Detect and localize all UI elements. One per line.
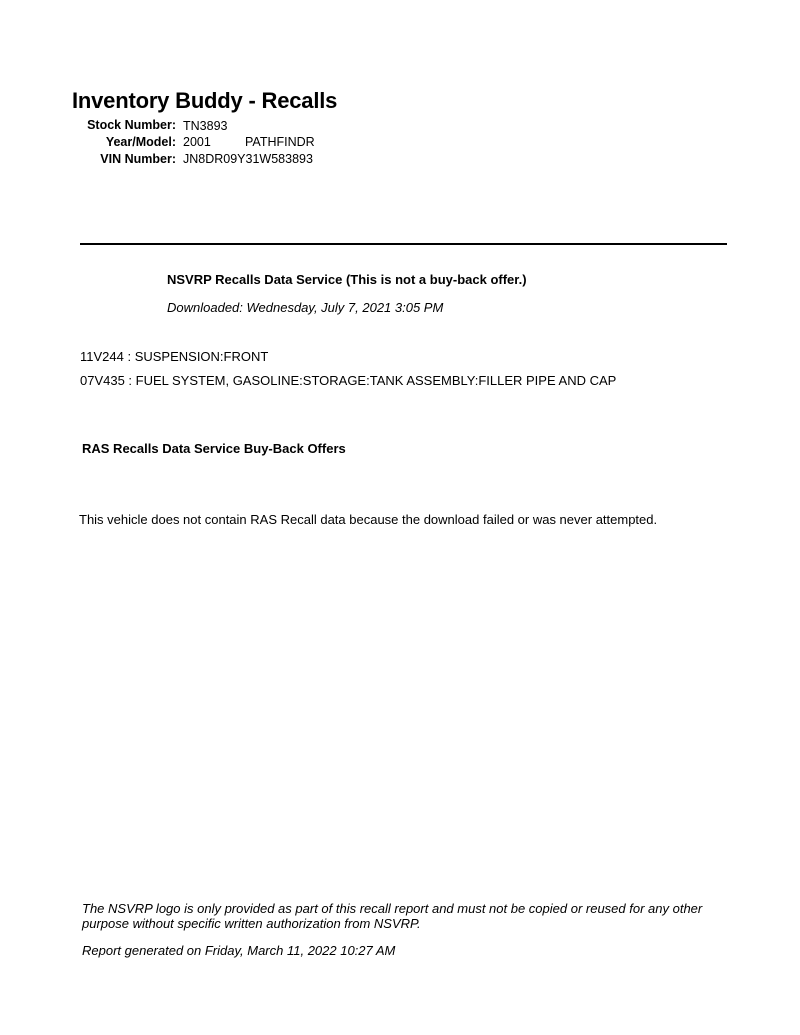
report-generated-timestamp: Report generated on Friday, March 11, 2022 10:27 AM: [82, 943, 396, 958]
model-value: PATHFINDR: [245, 135, 315, 149]
downloaded-timestamp: Downloaded: Wednesday, July 7, 2021 3:05 PM: [167, 300, 444, 315]
logo-disclaimer: The NSVRP logo is only provided as part of this recall report and must not be copied or reused for any other purpose without specific written authorization from NSVRP.: [82, 901, 703, 931]
ras-note: This vehicle does not contain RAS Recall data because the download failed or was never attempted.: [79, 512, 658, 527]
stock-number-label: Stock Number:: [87, 118, 176, 132]
year-value: 2001: [183, 135, 211, 149]
recall-item: 07V435 : FUEL SYSTEM, GASOLINE:STORAGE:TANK ASSEMBLY:FILLER PIPE AND CAP: [80, 373, 617, 388]
ras-heading: RAS Recalls Data Service Buy-Back Offers: [82, 441, 346, 456]
section-divider: [80, 243, 727, 245]
stock-number-row: [72, 118, 352, 134]
recall-item: 11V244 : SUSPENSION:FRONT: [80, 349, 269, 364]
vin-number-row: [72, 152, 352, 168]
nsvrp-heading: NSVRP Recalls Data Service (This is not a buy-back offer.): [167, 272, 527, 287]
stock-number-value: TN3893: [183, 119, 228, 133]
vin-number-label: VIN Number:: [100, 152, 176, 166]
vin-number-value: JN8DR09Y31W583893: [183, 152, 313, 166]
year-model-row: [72, 135, 352, 151]
year-model-label: Year/Model:: [105, 135, 176, 149]
page-title: Inventory Buddy - Recalls: [72, 88, 338, 113]
